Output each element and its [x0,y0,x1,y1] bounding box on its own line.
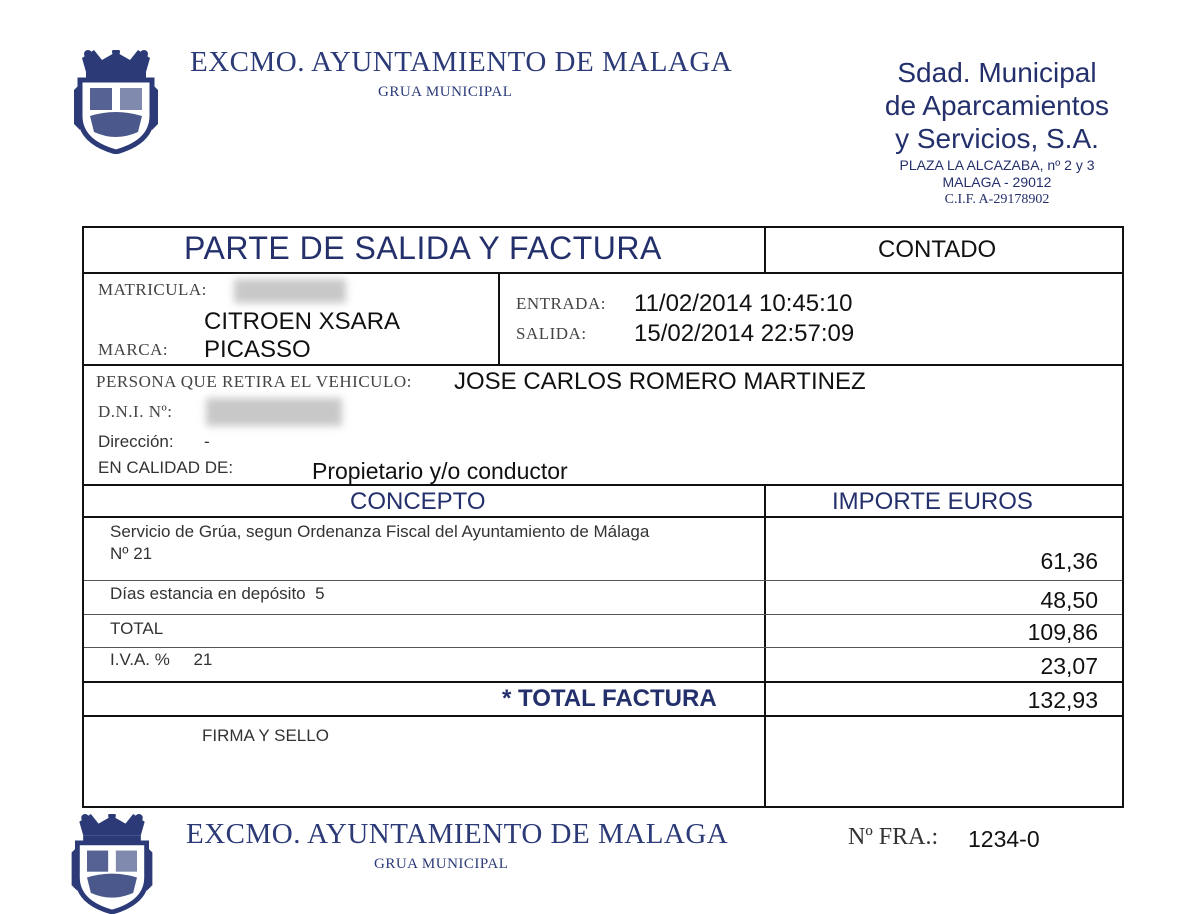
company-block [858,56,1136,208]
concept-row-3: TOTAL [110,619,164,638]
company-address1: PLAZA LA ALCAZABA, nº 2 y 3 [899,157,1095,173]
calidad-label: EN CALIDAD DE: [98,458,234,477]
header-title: EXCMO. AYUNTAMIENTO DE MALAGA [190,46,733,78]
footer-subtitle: GRUA MUNICIPAL [374,856,509,872]
entrada-value: 11/02/2014 10:45:10 [634,290,853,317]
total-label: * TOTAL FACTURA [502,685,717,712]
payment-type: CONTADO [878,236,997,263]
total-value: 132,93 [1027,687,1098,713]
salida-label: SALIDA: [516,324,587,343]
coat-of-arms-icon [68,814,156,914]
amount-row-3: 109,86 [1027,619,1098,645]
coat-of-arms-icon [72,50,160,154]
concept-row-4: I.V.A. % 21 [110,650,213,669]
matricula-label: MATRICULA: [98,280,207,299]
company-address2: MALAGA - 29012 [942,174,1052,190]
direccion-label: Dirección: [98,432,174,451]
matricula-redacted [234,279,346,303]
marca-label: MARCA: [98,340,169,359]
dni-redacted [206,398,342,426]
dni-label: D.N.I. Nº: [98,402,173,421]
company-name-line2: de Aparcamientos [884,90,1110,121]
amount-row-4: 23,07 [1040,653,1098,679]
fra-label: Nº FRA.: [848,824,939,850]
vehicle-model: CITROEN XSARA [204,308,401,335]
direccion-value: - [204,432,210,451]
concept-row-1: Servicio de Grúa, segun Ordenanza Fiscal del Ayuntamiento de Málaga [110,522,650,541]
firma-label: FIRMA Y SELLO [202,726,329,745]
header-subtitle: GRUA MUNICIPAL [378,84,513,100]
concept-row-1-line2: Nº 21 [110,544,153,563]
concepto-header: CONCEPTO [350,488,486,515]
persona-value: JOSE CARLOS ROMERO MARTINEZ [454,368,866,395]
company-name-line1: Sdad. Municipal [897,57,1097,88]
marca-value: PICASSO [204,336,311,363]
concept-row-2: Días estancia en depósito 5 [110,584,325,603]
amount-row-2: 48,50 [1040,587,1098,613]
amount-row-1: 61,36 [1040,548,1098,574]
entrada-label: ENTRADA: [516,294,606,313]
persona-label: PERSONA QUE RETIRA EL VEHICULO: [96,372,412,391]
company-cif: C.I.F. A-29178902 [944,192,1050,207]
fra-value: 1234-0 [968,826,1040,852]
importe-header: IMPORTE EUROS [832,488,1033,515]
calidad-value: Propietario y/o conductor [312,458,568,484]
form-title: PARTE DE SALIDA Y FACTURA [184,230,662,266]
invoice-form [82,226,1124,808]
salida-value: 15/02/2014 22:57:09 [634,320,855,347]
footer-title: EXCMO. AYUNTAMIENTO DE MALAGA [186,818,729,850]
company-name-line3: y Servicios, S.A. [895,123,1099,154]
